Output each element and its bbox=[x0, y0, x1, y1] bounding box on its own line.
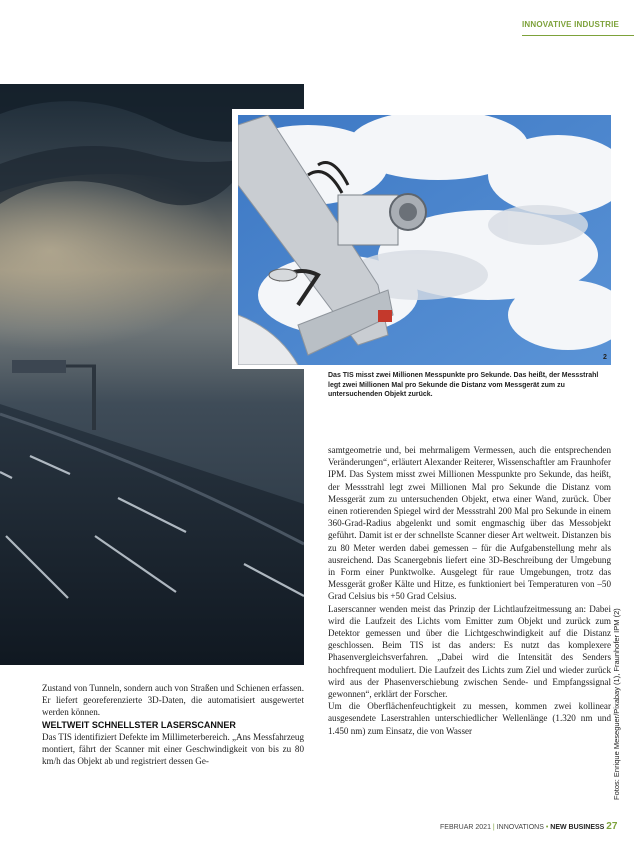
body-paragraph: Das TIS identifiziert Defekte im Millimeterbereich. „Ans Messfahrzeug montiert, fährt der Scanner mit einer Geschwindigkeit von bis zu 80 km/h das Objekt ab und registriert dessen Ge- bbox=[42, 731, 304, 767]
article-column-right bbox=[328, 444, 611, 737]
page-footer bbox=[440, 821, 618, 832]
body-paragraph: Um die Oberflächenfeuchtigkeit zu messen, kommen zwei kollinear ausgesendete Laserstrahlen unterschiedlicher Wellenlänge (1.320 nm und 1.450 nm) zum Einsatz, die von Wasser bbox=[328, 701, 611, 736]
section-divider bbox=[522, 35, 634, 36]
footer-bullet: • bbox=[545, 824, 549, 831]
photo-credit: Fotos: Enrique Meseguer/Pixabay (1), Fraunhofer IPM (2) bbox=[612, 608, 621, 800]
section-subhead: WELTWEIT SCHNELLSTER LASERSCANNER bbox=[42, 719, 236, 730]
footer-magazine: INNOVATIONS bbox=[496, 824, 544, 831]
page-number: 27 bbox=[606, 821, 618, 832]
photo-number: 2 bbox=[603, 354, 607, 361]
section-label: INNOVATIVE INDUSTRIE bbox=[522, 20, 620, 29]
photo-caption: Das TIS misst zwei Millionen Messpunkte pro Sekunde. Das heißt, der Messstrahl legt zwei Millionen Mal pro Sekunde die Distanz vom Messgerät zum zu untersuchenden Objekt zurück. bbox=[328, 372, 599, 398]
footer-issue: FEBRUAR 2021 bbox=[440, 824, 491, 831]
body-paragraph: samtgeometrie und, bei mehrmaligem Vermessen, auch die entsprechenden Veränderungen“, erläutert Alexander Reiterer, Wissenschaftler am Fraunhofer IPM. Das System misst zwei Millionen Messpunkte pro Sekunde, das heißt, der Messstrahl legt zwei Millionen Mal pro Sekunde die Distanz vom Messgerät zum zu untersuchenden Objekt, etwa einer Wand, zurück. Über einen rotierenden Spiegel wird der Messstrahl 200 Mal pro Sekunde in einem 360-Grad-Radius abgelenkt und somit engmaschig über das Messobjekt geführt. Damit ist er der schnellste Scanner dieser Art weltweit. Distanzen bis zu 80 Meter werden dabei gemessen – für die Aufgabenstellung mehr als ausreichend. Das Scanergebnis liefert eine 3D-Beschreibung der Umgebung in Form einer Punktwolke. Ausgelegt für raue Umgebungen, trotz das Messgerät großer Kälte und Hitze, es funktioniert bei Temperaturen von –50 Grad Celsius bis +50 Grad Celsius. bbox=[328, 445, 611, 602]
article-column-left bbox=[42, 682, 304, 767]
footer-separator: | bbox=[492, 824, 495, 831]
laser-scanner-photo bbox=[238, 115, 611, 365]
body-paragraph: Laserscanner wenden meist das Prinzip der Lichtlaufzeitmessung an: Dabei wird die Laufzeit des Lichts vom Emitter zum Objekt und zurück zum Detektor gemessen und über die Lichtgeschwindigkeit auf die Distanz geschlossen. Beim TIS ist das anders: Es nutzt das komplexere Phasenvergleichsverfahren. „Dabei wird die Intensität des Senders hochfrequent moduliert. Die Laufzeit des Lichts zum Ziel und wieder zurück wird aus der Phasenverschiebung zwischen Sende- und Empfangssignal gewonnen“, erklärt der Forscher. bbox=[328, 603, 611, 700]
body-paragraph: Zustand von Tunneln, sondern auch von Straßen und Schienen erfassen. Er liefert georeferenzierte 3D-Daten, die automatisiert ausgewertet werden können. bbox=[42, 683, 304, 718]
footer-brand: NEW BUSINESS bbox=[550, 824, 605, 831]
